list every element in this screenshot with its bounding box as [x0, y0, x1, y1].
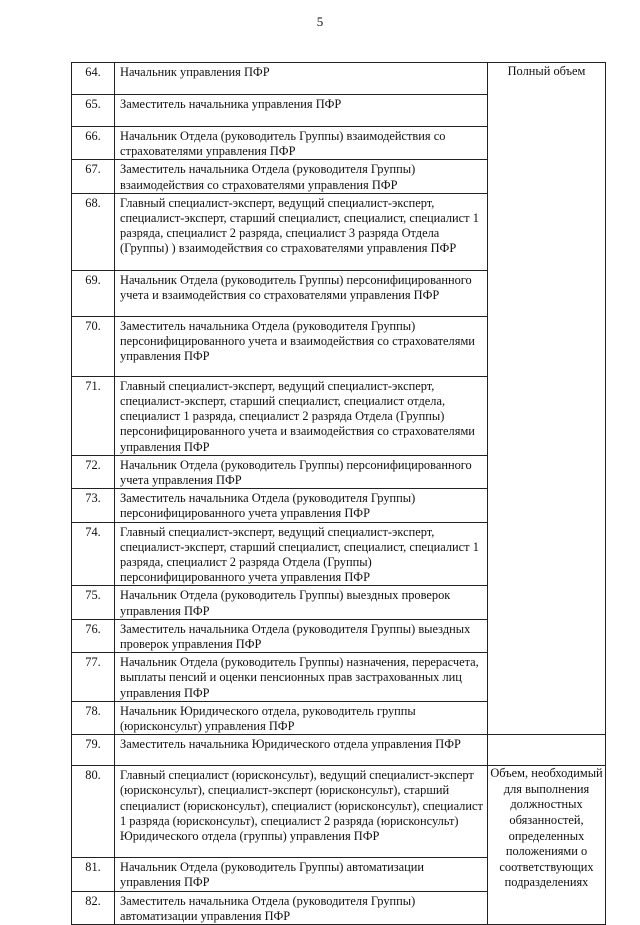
access-volume-blank: [488, 735, 606, 766]
positions-table: [71, 62, 606, 925]
row-number: 80.: [72, 766, 115, 858]
position-title: Заместитель начальника управления ПФР: [115, 95, 488, 127]
position-title: Главный специалист-эксперт, ведущий специалист-эксперт, специалист-эксперт, старший специалист, специалист отдела, специалист 1 разряда, специалист 2 разряда Отдела (Группы) персонифицированного учета и взаимодействия со страхователями управления ПФР: [115, 376, 488, 455]
row-number: 77.: [72, 653, 115, 702]
position-title: Заместитель начальника Отдела (руководителя Группы) автоматизации управления ПФР: [115, 891, 488, 924]
position-title: Начальник Отдела (руководитель Группы) автоматизации управления ПФР: [115, 858, 488, 891]
row-number: 66.: [72, 127, 115, 160]
position-title: Начальник Отдела (руководитель Группы) персонифицированного учета управления ПФР: [115, 455, 488, 488]
table-row: [72, 735, 606, 766]
row-number: 76.: [72, 619, 115, 652]
row-number: 73.: [72, 489, 115, 522]
position-title: Главный специалист-эксперт, ведущий специалист-эксперт, специалист-эксперт, старший специалист, специалист, специалист 1 разряда, специалист 2 разряда, специалист 3 разряда Отдела (Группы) ) взаимодействия со страхователями управления ПФР: [115, 193, 488, 270]
position-title: Заместитель начальника Отдела (руководителя Группы) взаимодействия со страхователями управления ПФР: [115, 160, 488, 193]
position-title: Заместитель начальника Юридического отдела управления ПФР: [115, 735, 488, 766]
row-number: 71.: [72, 376, 115, 455]
row-number: 75.: [72, 586, 115, 619]
position-title: Заместитель начальника Отдела (руководителя Группы) персонифицированного учета и взаимодействия со страхователями управления ПФР: [115, 316, 488, 376]
position-title: Начальник Отдела (руководитель Группы) выездных проверок управления ПФР: [115, 586, 488, 619]
position-title: Начальник Отдела (руководитель Группы) персонифицированного учета и взаимодействия со страхователями управления ПФР: [115, 270, 488, 316]
position-title: Заместитель начальника Отдела (руководителя Группы) персонифицированного учета управления ПФР: [115, 489, 488, 522]
row-number: 69.: [72, 270, 115, 316]
row-number: 81.: [72, 858, 115, 891]
position-title: Главный специалист (юрисконсульт), ведущий специалист-эксперт (юрисконсульт), специалист-эксперт (юрисконсульт), старший специалист (юрисконсульт), специалист (юрисконсульт), специалист 1 разряда (юрисконсульт), специалист 2 разряда (юрисконсульт) Юридического отдела (группы) управления ПФР: [115, 766, 488, 858]
row-number: 79.: [72, 735, 115, 766]
position-title: Главный специалист-эксперт, ведущий специалист-эксперт, специалист-эксперт, старший специалист, специалист, специалист 1 разряда, специалист 2 разряда Отдела (Группы) персонифицированного учета управления ПФР: [115, 522, 488, 586]
position-title: Заместитель начальника Отдела (руководителя Группы) выездных проверок управления ПФР: [115, 619, 488, 652]
table-row: [72, 766, 606, 858]
position-title: Начальник Отдела (руководитель Группы) взаимодействия со страхователями управления ПФР: [115, 127, 488, 160]
row-number: 68.: [72, 193, 115, 270]
access-volume-needed: Объем, необходимый для выполнения должностных обязанностей, определенных положениями о соответствующих подразделениях: [488, 766, 606, 925]
row-number: 74.: [72, 522, 115, 586]
row-number: 70.: [72, 316, 115, 376]
position-title: Начальник Юридического отдела, руководитель группы (юрисконсульт) управления ПФР: [115, 701, 488, 734]
row-number: 82.: [72, 891, 115, 924]
position-title: Начальник Отдела (руководитель Группы) назначения, перерасчета, выплаты пенсий и оценки пенсионных прав застрахованных лиц управления ПФР: [115, 653, 488, 702]
position-title: Начальник управления ПФР: [115, 63, 488, 95]
table-row: [72, 63, 606, 95]
row-number: 65.: [72, 95, 115, 127]
row-number: 67.: [72, 160, 115, 193]
row-number: 64.: [72, 63, 115, 95]
page-number: 5: [316, 14, 324, 29]
row-number: 78.: [72, 701, 115, 734]
row-number: 72.: [72, 455, 115, 488]
access-volume-full: Полный объем: [488, 63, 606, 735]
